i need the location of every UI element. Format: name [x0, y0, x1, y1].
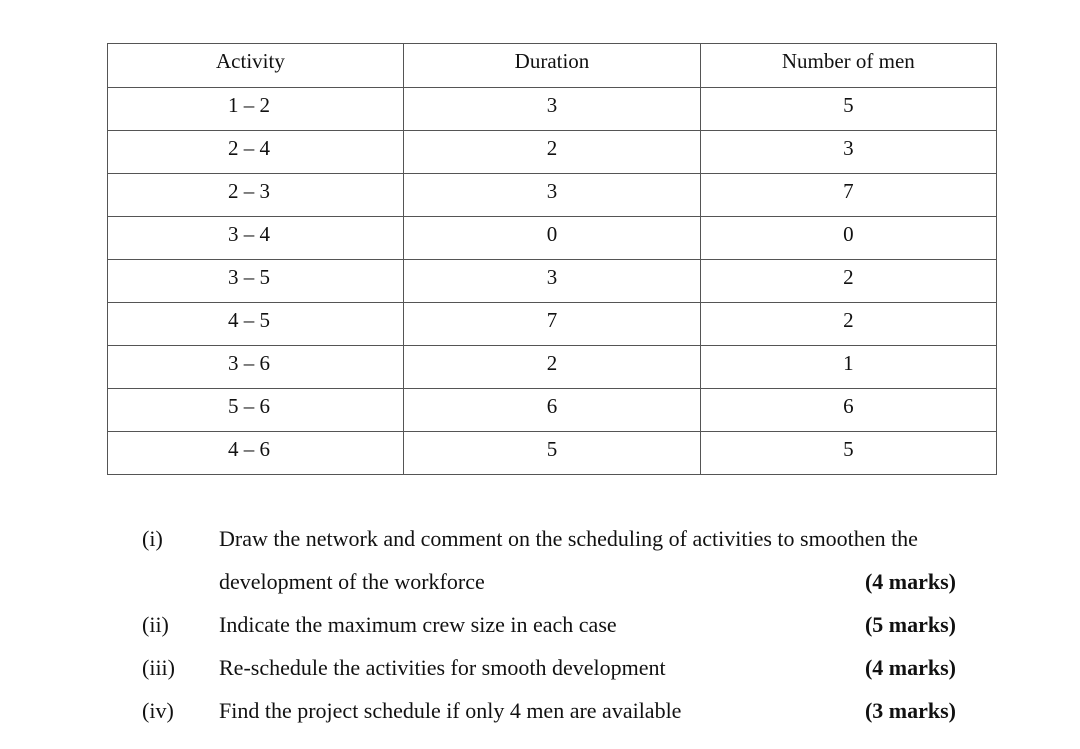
men-cell: 5	[700, 88, 996, 131]
table-row	[108, 346, 997, 389]
question-marks: (3 marks)	[864, 698, 956, 723]
question-marks: (4 marks)	[864, 655, 956, 680]
table-header-row	[108, 44, 997, 88]
question-ii	[0, 607, 1080, 650]
men-cell: 3	[700, 131, 996, 174]
table-row	[108, 303, 997, 346]
question-number: (ii)	[142, 612, 169, 637]
question-list	[0, 521, 1080, 736]
men-cell: 2	[700, 303, 996, 346]
activity-cell: 3 – 5	[108, 260, 404, 303]
question-marks: (5 marks)	[864, 612, 956, 637]
duration-cell: 3	[404, 174, 700, 217]
duration-cell: 3	[404, 88, 700, 131]
question-number: (iii)	[142, 655, 175, 680]
table-row	[108, 260, 997, 303]
duration-cell: 2	[404, 131, 700, 174]
men-cell: 0	[700, 217, 996, 260]
duration-cell: 5	[404, 432, 700, 475]
table-row	[108, 88, 997, 131]
question-text: Indicate the maximum crew size in each case	[219, 612, 617, 637]
activity-cell: 4 – 6	[108, 432, 404, 475]
question-i-continuation	[0, 564, 1080, 607]
table-row	[108, 389, 997, 432]
question-text: Find the project schedule if only 4 men are available	[219, 698, 682, 723]
men-cell: 1	[700, 346, 996, 389]
question-text: Re-schedule the activities for smooth development	[219, 655, 666, 680]
activity-cell: 4 – 5	[108, 303, 404, 346]
table-row	[108, 174, 997, 217]
question-text-continuation: development of the workforce	[219, 569, 485, 594]
question-marks: (4 marks)	[864, 569, 956, 594]
table-row	[108, 432, 997, 475]
question-iv	[0, 693, 1080, 736]
question-text: Draw the network and comment on the scheduling of activities to smoothen the	[219, 526, 918, 551]
activity-cell: 3 – 6	[108, 346, 404, 389]
men-cell: 2	[700, 260, 996, 303]
men-cell: 6	[700, 389, 996, 432]
activity-cell: 2 – 4	[108, 131, 404, 174]
question-iii	[0, 650, 1080, 693]
activity-cell: 1 – 2	[108, 88, 404, 131]
activity-cell: 2 – 3	[108, 174, 404, 217]
table-row	[108, 131, 997, 174]
duration-cell: 0	[404, 217, 700, 260]
duration-cell: 7	[404, 303, 700, 346]
activity-cell: 3 – 4	[108, 217, 404, 260]
header-number-of-men: Number of men	[700, 44, 996, 88]
duration-cell: 2	[404, 346, 700, 389]
question-i	[0, 521, 1080, 564]
question-number: (i)	[142, 526, 163, 551]
duration-cell: 6	[404, 389, 700, 432]
activity-table	[107, 43, 997, 475]
header-activity: Activity	[108, 44, 404, 88]
activity-cell: 5 – 6	[108, 389, 404, 432]
header-duration: Duration	[404, 44, 700, 88]
men-cell: 5	[700, 432, 996, 475]
question-number: (iv)	[142, 698, 174, 723]
men-cell: 7	[700, 174, 996, 217]
table-row	[108, 217, 997, 260]
duration-cell: 3	[404, 260, 700, 303]
